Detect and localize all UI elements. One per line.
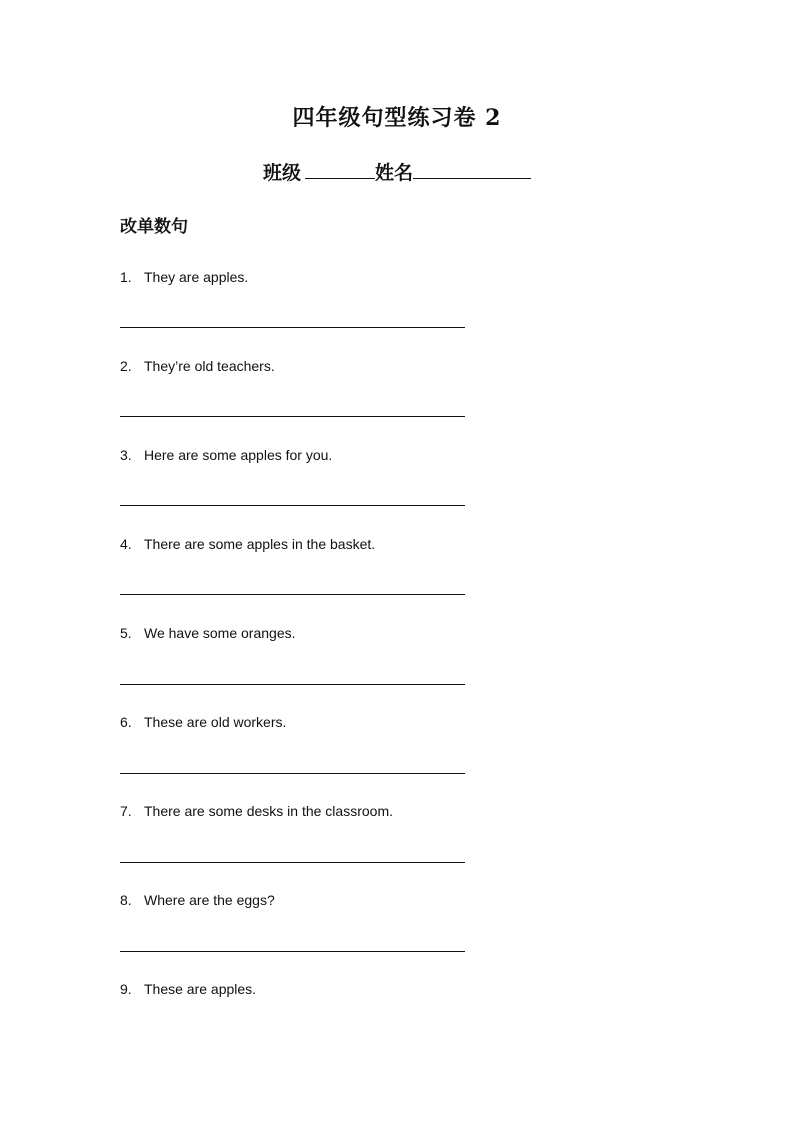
question-number: 1.: [120, 269, 132, 285]
question-item: [120, 356, 680, 376]
question-item: [120, 801, 680, 821]
question-number: 8.: [120, 892, 132, 908]
question-number: 6.: [120, 714, 132, 730]
question-item: [120, 534, 680, 554]
question-item: [120, 445, 680, 465]
question-text: There are some desks in the classroom.: [144, 803, 393, 819]
question-item: [120, 623, 680, 643]
question-number: 7.: [120, 803, 132, 819]
question-text: These are apples.: [144, 981, 257, 997]
question-text: They’re old teachers.: [144, 358, 275, 374]
section-heading: 改单数句: [120, 217, 188, 237]
name-label: 姓名: [375, 162, 414, 184]
answer-line[interactable]: [120, 951, 465, 952]
answer-line[interactable]: [120, 684, 465, 685]
question-number: 9.: [120, 981, 132, 997]
question-text: They are apples.: [144, 269, 249, 285]
question-number: 4.: [120, 536, 132, 552]
question-number: 5.: [120, 625, 132, 641]
question-number: 3.: [120, 447, 132, 463]
answer-line[interactable]: [120, 327, 465, 328]
student-info-line: [0, 158, 794, 187]
question-text: Where are the eggs?: [144, 892, 275, 908]
question-item: [120, 712, 680, 732]
class-label: 班级: [262, 162, 301, 184]
question-text: We have some oranges.: [144, 625, 296, 641]
name-blank[interactable]: [413, 158, 531, 179]
class-blank[interactable]: [305, 158, 375, 179]
question-text: There are some apples in the basket.: [144, 536, 376, 552]
question-item: [120, 267, 680, 287]
question-text: These are old workers.: [144, 714, 287, 730]
question-item: [120, 979, 680, 999]
answer-line[interactable]: [120, 505, 465, 506]
question-item: [120, 890, 680, 910]
worksheet-title: 四年级句型练习卷 2: [292, 105, 502, 131]
question-text: Here are some apples for you.: [144, 447, 333, 463]
answer-line[interactable]: [120, 594, 465, 595]
question-number: 2.: [120, 358, 132, 374]
answer-line[interactable]: [120, 862, 465, 863]
answer-line[interactable]: [120, 773, 465, 774]
answer-line[interactable]: [120, 416, 465, 417]
